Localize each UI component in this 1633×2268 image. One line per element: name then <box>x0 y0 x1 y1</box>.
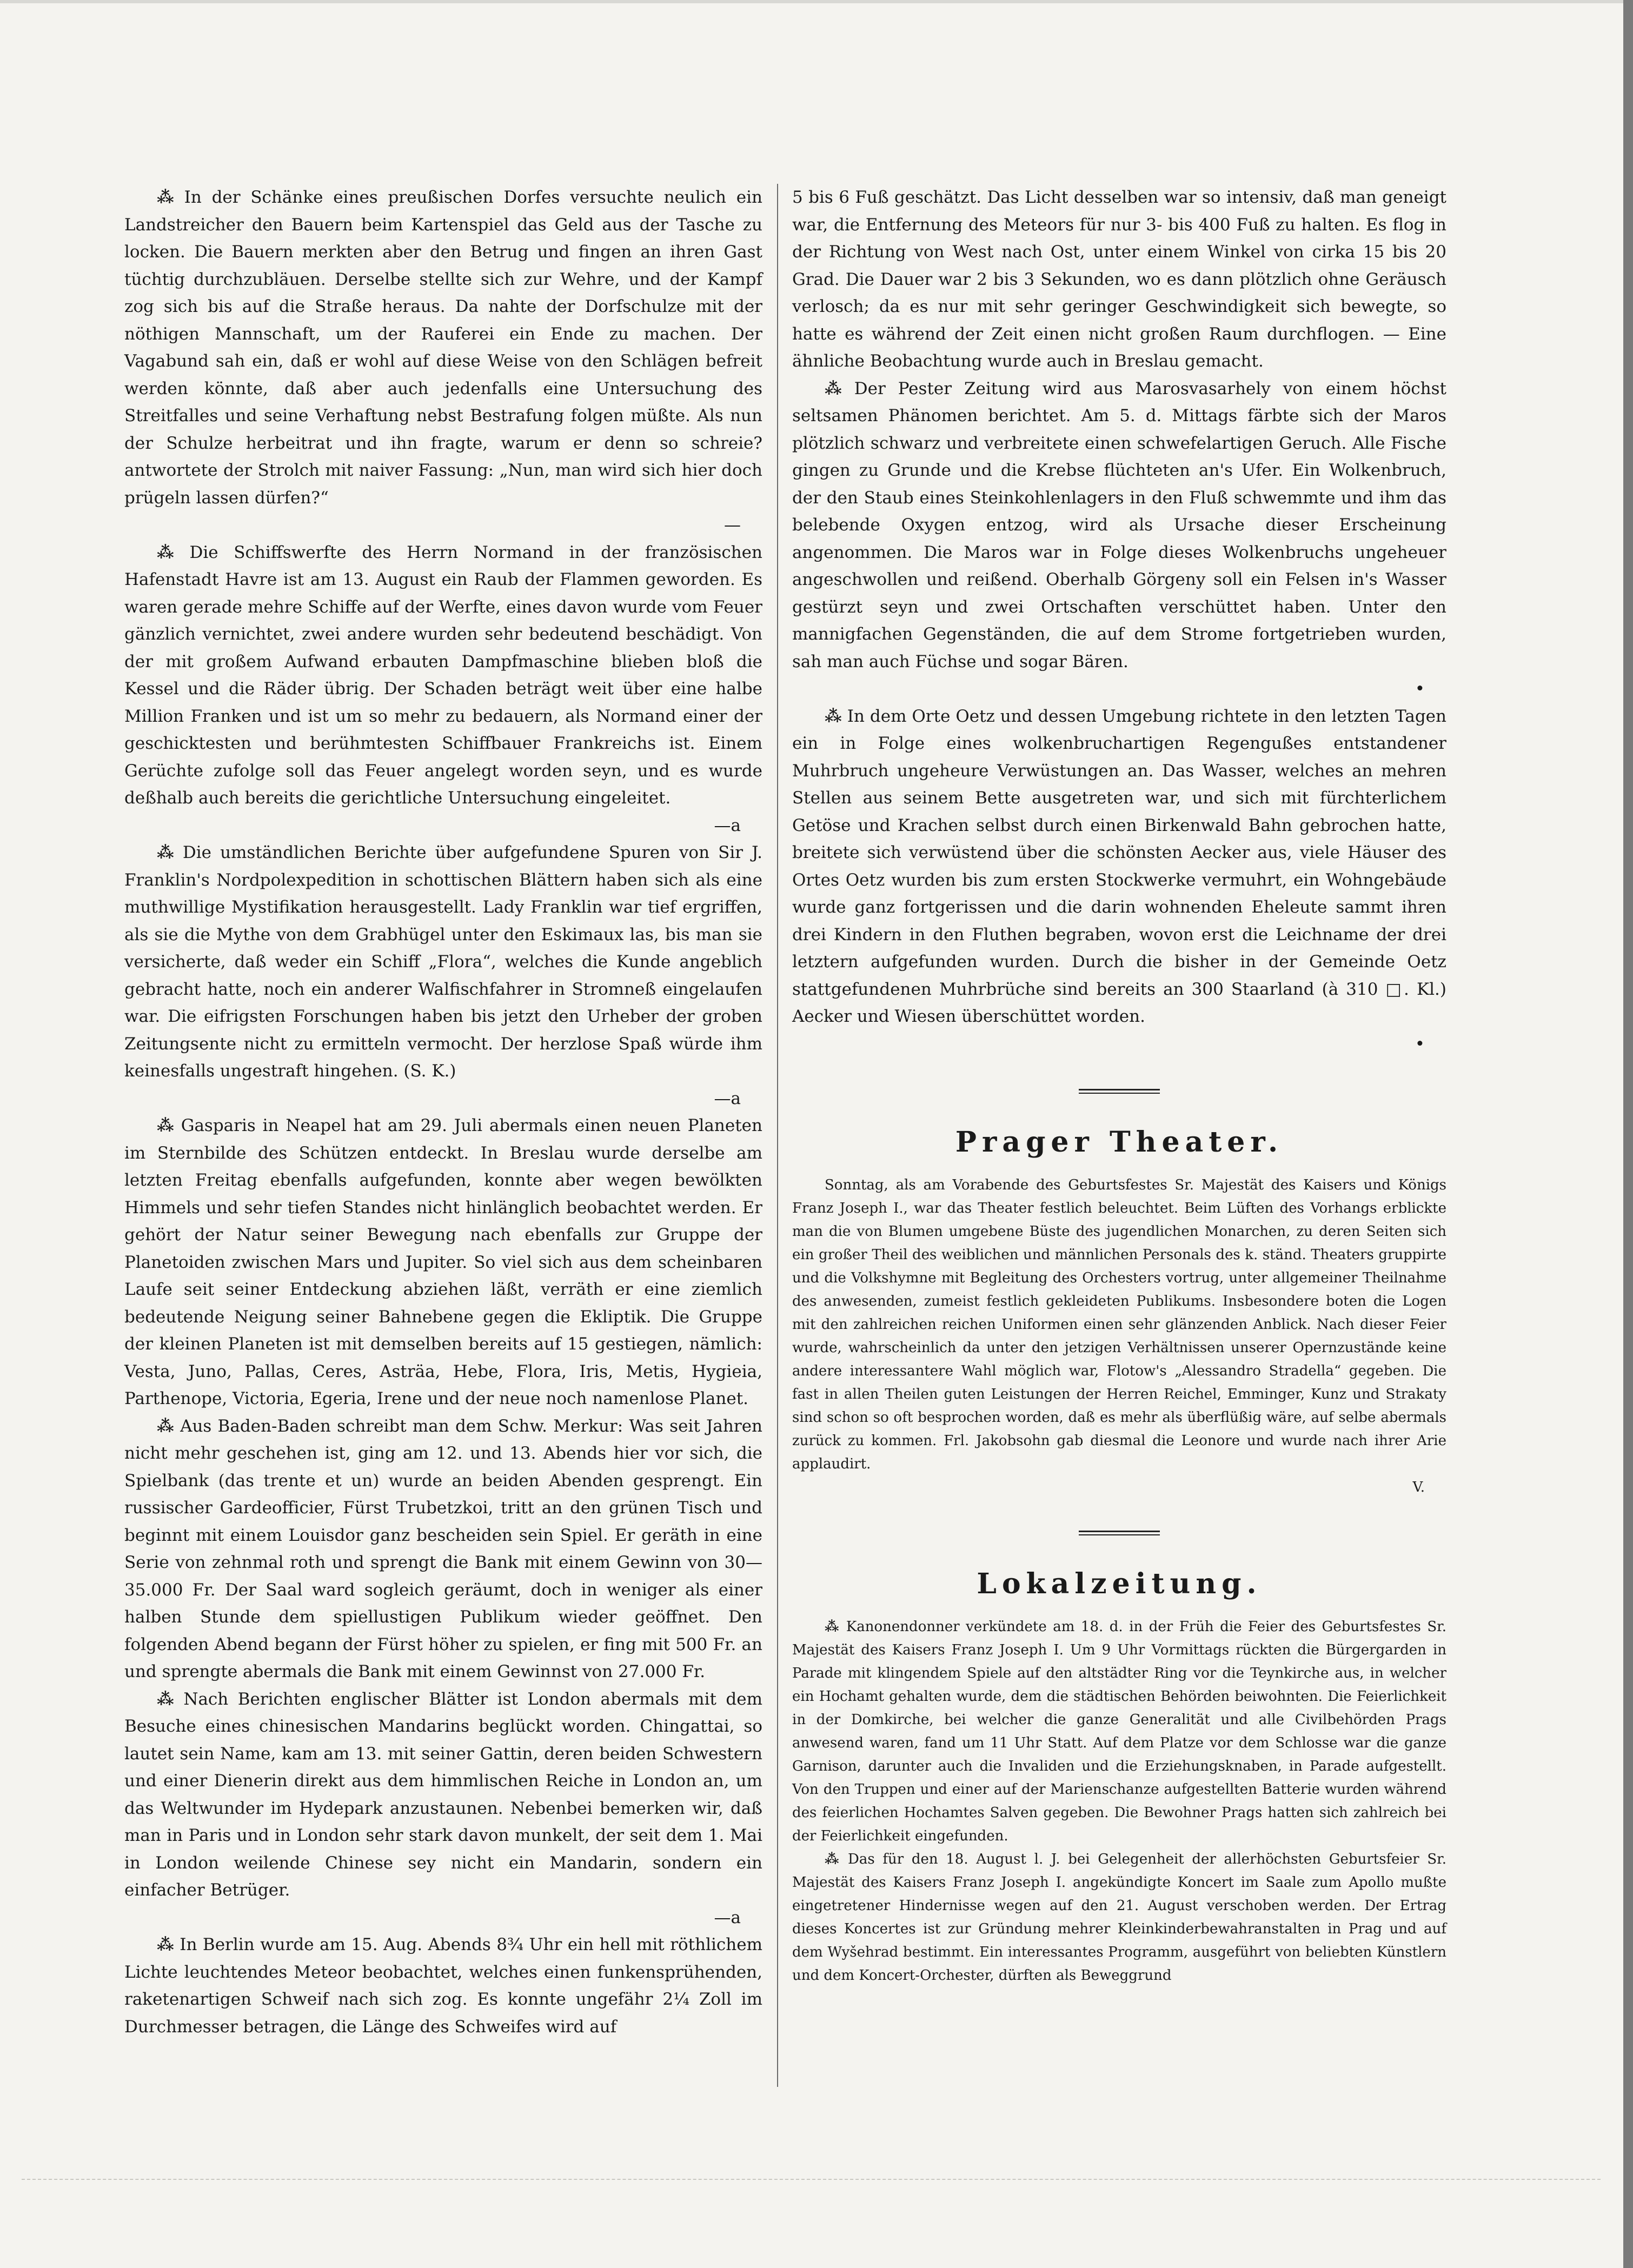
article-havre-fire: ⁂ Die Schiffswerfte des Herrn Normand in der französischen Hafenstadt Havre ist am 13. August ein Raub der Flammen geworden. Es waren gerade mehre Schiffe auf der Werfte, eines davon wurde vom Feuer gänzlich vernichtet, zwei andere wurden sehr bedeutend beschädigt. Von der mit großem Aufwand erbauten Dampfmaschine blieben bloß die Kessel und die Räder übrig. Der Schaden beträgt weit über eine halbe Million Franken und ist um so mehr zu bedauern, als Normand einer der geschicktesten und berühmtesten Schiffbauer Frankreichs ist. Einem Gerüchte zufolge soll das Feuer angelegt worden seyn, und es wurde deßhalb auch bereits die gerichtliche Untersuchung eingeleitet. —a <box>124 539 762 840</box>
column-divider <box>777 184 778 2087</box>
lokal-heading: Lokalzeitung. <box>977 1567 1262 1600</box>
article-meteor: ⁂ In Berlin wurde am 15. Aug. Abends 8¾ Uhr ein hell mit röthlichem Lichte leuchtendes Meteor beobachtet, welches einen funkensprühenden, raketenartigen Schweif nach sich zog. Es konnte ungefähr 2¼ Zoll im Durchmesser betragen, die Länge des Schweifes wird auf <box>124 1935 762 2037</box>
asterism-icon: ⁂ <box>157 188 179 207</box>
theater-heading: Prager Theater. <box>955 1126 1284 1159</box>
asterism-icon: ⁂ <box>157 542 184 562</box>
asterism-icon: ⁂ <box>157 1689 178 1709</box>
asterism-icon: ⁂ <box>825 706 842 726</box>
asterism-icon: ⁂ <box>825 1619 841 1635</box>
page-top-edge <box>0 0 1633 3</box>
theater-signature: V. <box>1412 1479 1425 1495</box>
page-right-edge <box>1623 0 1633 2268</box>
article-signature: —a <box>714 1088 741 1108</box>
article-meteor-continuation: 5 bis 6 Fuß geschätzt. Das Licht desselben war so intensiv, daß man geneigt war, die Entfernung des Meteors für nur 3- bis 400 Fuß zu halten. Es flog in der Richtung von West nach Ost, unter einem Winkel von cirka 15 bis 20 Grad. Die Dauer war 2 bis 3 Sekunden, wo es dann plötzlich ohne Geräusch verlosch; da es nur mit sehr geringer Geschwindigkeit sich bewegte, so hatte es während der Zeit einen nicht großen Raum durchflogen. — Eine ähnliche Beobachtung wurde auch in Breslau gemacht. <box>792 188 1446 371</box>
article-mandarin: ⁂ Nach Berichten englischer Blätter ist London abermals mit dem Besuche eines chinesischen Mandarins beglückt worden. Chingattai, so lautet sein Name, kam am 13. mit seiner Gattin, deren beiden Schwestern und einer Dienerin direkt aus dem himmlischen Reiche in London an, um das Weltwunder im Hydepark anzustaunen. Nebenbei bemerken wir, daß man in Paris und in London sehr stark davon munkelt, der seit dem 1. Mai in London weilende Chinese sey nicht ein Mandarin, sondern ein einfacher Betrüger. —a <box>124 1686 762 1932</box>
article-oetz: ⁂ In dem Orte Oetz und dessen Umgebung richtete in den letzten Tagen ein in Folge eines wolkenbruchartigen Regengußes entstandener Muhrbruch ungeheure Verwüstungen an. Das Wasser, welches an mehren Stellen aus seinem Bette ausgetreten war, und sich mit fürchterlichem Getöse und Krachen selbst durch einen Birkenwald Bahn gebrochen hatte, breitete sich verwüstend über die schönsten Aecker aus, viele Häuser des Ortes Oetz wurden bis zum ersten Stockwerke vermuhrt, ein Wohngebäude wurde ganz fortgerissen und die darin wohnenden Eheleute sammt ihren drei Kindern in den Fluthen begraben, wovon erst die Leichname der drei letztern aufgefunden wurden. Durch die bisher in der Gemeinde Oetz stattgefundenen Muhrbrüche sind bereits an 300 Staarland (à 310 □. Kl.) Aecker und Wiesen überschüttet worden. • <box>792 703 1446 1058</box>
scan-fold-line <box>22 2179 1601 2180</box>
article-peasants: ⁂ In der Schänke eines preußischen Dorfes versuchte neulich ein Landstreicher den Bauern beim Kartenspiel das Geld aus der Tasche zu locken. Die Bauern merkten aber den Betrug und fingen an ihren Gast tüchtig durchzubläuen. Derselbe stellte sich zur Wehre, und der Kampf zog sich bis auf die Straße heraus. Da nahte der Dorfschulze mit der nöthigen Mannschaft, um der Rauferei ein Ende zu machen. Der Vagabund sah ein, daß er wohl auf diese Weise von den Schlägen befreit werden könnte, daß aber auch jedenfalls eine Untersuchung des Streitfalles und seine Verhaftung nebst Bestrafung folgen müßte. Als nun der Schulze herbeitrat und ihn fragte, warum er denn so schreie? antwortete der Strolch mit naiver Fassung: „Nun, man wird sich hier doch prügeln lassen dürfen?“ — <box>124 184 762 539</box>
article-planet: ⁂ Gasparis in Neapel hat am 29. Juli abermals einen neuen Planeten im Sternbilde des Schützen entdeckt. In Breslau wurde derselbe am letzten Freitag ebenfalls aufgefunden, konnte aber wegen bewölkten Himmels und sehr tiefen Standes nicht hinlänglich beobachtet werden. Er gehört der Natur seiner Bewegung nach ebenfalls zur Gruppe der Planetoiden zwischen Mars und Jupiter. So viel sich aus dem scheinbaren Laufe seit seiner Entdeckung abziehen läßt, verräth er eine ziemlich bedeutende Neigung seiner Bahnebene gegen die Ekliptik. Die Gruppe der kleinen Planeten ist mit demselben bereits auf 15 gestiegen, nämlich: Vesta, Juno, Pallas, Ceres, Asträa, Hebe, Flora, Iris, Metis, Hygieia, Parthenope, Victoria, Egeria, Irene und der neue noch namenlose Planet. <box>124 1116 762 1408</box>
article-signature: • <box>1415 1034 1425 1054</box>
article-franklin: ⁂ Die umständlichen Berichte über aufgefundene Spuren von Sir J. Franklin's Nordpolexpedition in schottischen Blättern haben sich als eine muthwillige Mystifikation herausgestellt. Lady Franklin war tief ergriffen, als sie die Mythe von dem Grabhügel unter den Eskimaux las, bis man sie versicherte, daß weder ein Schiff „Flora“, welches die Kunde angeblich gebracht hatte, noch ein anderer Walfischfahrer in Stromneß eingelaufen war. Die eifrigsten Forschungen haben bis jetzt den Urheber der groben Zeitungsente nicht zu ermitteln vermocht. Der herzlose Spaß würde ihm keinesfalls ungestraft hingehen. (S. K.) —a <box>124 839 762 1112</box>
asterism-icon: ⁂ <box>825 1851 842 1867</box>
article-baden-baden: ⁂ Aus Baden-Baden schreibt man dem Schw. Merkur: Was seit Jahren nicht mehr geschehen ist, ging am 12. und 13. Abends hier vor sich, die Spielbank (das trente et un) wurde an beiden Abenden gesprengt. Ein russischer Gardeofficier, Fürst Trubetzkoi, tritt an den grünen Tisch und beginnt mit einem Louisdor ganz bescheiden sein Spiel. Er geräth in eine Serie von zehnmal roth und sprengt die Bank mit einem Gewinn von 30—35.000 Fr. Der Saal ward sogleich geräumt, doch in weniger als einer halben Stunde dem spiellustigen Publikum wieder geöffnet. Den folgenden Abend begann der Fürst höher zu spielen, er fing mit 500 Fr. an und sprengte abermals die Bank mit einem Gewinnst von 27.000 Fr. <box>124 1416 762 1681</box>
article-signature: — <box>724 515 741 535</box>
right-column <box>792 184 1446 2130</box>
newspaper-page <box>124 184 1449 2130</box>
theater-report: Sonntag, als am Vorabende des Geburtsfestes Sr. Majestät des Kaisers und Königs Franz Joseph I., war das Theater festlich beleuchtet. Beim Lüften des Vorhangs erblickte man die von Blumen umgebene Büste des jugendlichen Monarchen, zu deren Seiten sich ein großer Theil des weiblichen und männlichen Personals des k. ständ. Theaters gruppirte und die Volkshymne mit Begleitung des Orchesters vortrug, unter allgemeiner Theilnahme des anwesenden, zumeist festlich gekleideten Publikums. Insbesondere boten die Logen mit den zahlreichen reichen Uniformen einen sehr glänzenden Anblick. Nach dieser Feier wurde, wahrscheinlich da unter den jetzigen Verhältnissen unserer Opernzustände keine andere interessantere Wahl möglich war, Flotow's „Alessandro Stradella“ gegeben. Die fast in allen Theilen guten Leistungen der Herren Reichel, Emminger, Kunz und Strakaty sind schon so oft besprochen worden, daß es mehr als überflüßig wäre, auf selbe abermals zurück zu kommen. Frl. Jakobsohn gab diesmal die Leonore und wurde nach ihrer Arie applaudirt. V. <box>792 1174 1446 1499</box>
article-signature: • <box>1415 679 1425 699</box>
section-rule <box>1079 1531 1160 1535</box>
asterism-icon: ⁂ <box>157 1116 176 1135</box>
asterism-icon: ⁂ <box>157 1935 175 1954</box>
lokal-article-concert: ⁂ Das für den 18. August l. J. bei Gelegenheit der allerhöchsten Geburtsfeier Sr. Majestät des Kaisers Franz Joseph I. angekündigte Koncert im Saale zum Apollo mußte eingetretener Hindernisse wegen auf den 21. August verschoben werden. Der Ertrag dieses Koncertes ist zur Gründung mehrer Kleinkinderbewahranstalten in Prag und auf dem Wyšehrad bestimmt. Ein interessantes Programm, ausgeführt von beliebten Künstlern und dem Koncert-Orchester, dürften als Beweggrund <box>792 1851 1446 1984</box>
article-maros: ⁂ Der Pester Zeitung wird aus Marosvasarhely von einem höchst seltsamen Phänomen berichtet. Am 5. d. Mittags färbte sich der Maros plötzlich schwarz und verbreitete einen schwefelartigen Geruch. Alle Fische gingen zu Grunde und die Krebse flüchteten an's Ufer. Ein Wolkenbruch, der den Staub eines Steinkohlenlagers in den Fluß schwemmte und ihm das belebende Oxygen entzog, wird als Ursache dieser Erscheinung angenommen. Die Maros war in Folge dieses Wolkenbruchs ungeheuer angeschwollen und reißend. Oberhalb Görgeny soll ein Felsen in's Wasser gestürzt seyn und zwei Ortschaften verschüttet haben. Unter den mannigfachen Gegenständen, die auf dem Strome fortgetrieben wurden, sah man auch Füchse und sogar Bären. • <box>792 375 1446 703</box>
asterism-icon: ⁂ <box>157 843 177 862</box>
section-rule <box>1079 1089 1160 1094</box>
asterism-icon: ⁂ <box>157 1416 175 1436</box>
article-signature: —a <box>714 815 741 835</box>
asterism-icon: ⁂ <box>825 378 849 398</box>
lokal-article-birthday: ⁂ Kanonendonner verkündete am 18. d. in der Früh die Feier des Geburtsfestes Sr. Majestät des Kaisers Franz Joseph I. Um 9 Uhr Vormittags rückten die Bürgergarden in Parade mit klingendem Spiele auf den altstädter Ring vor die Teynkirche aus, in welcher ein Hochamt gehalten wurde, dem die städtischen Behörden beiwohnten. Die Feierlichkeit in der Domkirche, bei welcher die ganze Generalität und alle Civilbehörden Prags anwesend waren, fand um 11 Uhr Statt. Auf dem Platze vor dem Schlosse war die ganze Garnison, darunter auch die Invaliden und die Erziehungsknaben, in Parade aufgestellt. Von den Truppen und einer auf der Marienschanze aufgestellten Batterie wurden während des feierlichen Hochamtes Salven gegeben. Die Bewohner Prags hatten sich zahlreich bei der Feierlichkeit eingefunden. <box>792 1619 1446 1844</box>
left-column <box>124 184 762 2130</box>
article-signature: —a <box>714 1907 741 1927</box>
